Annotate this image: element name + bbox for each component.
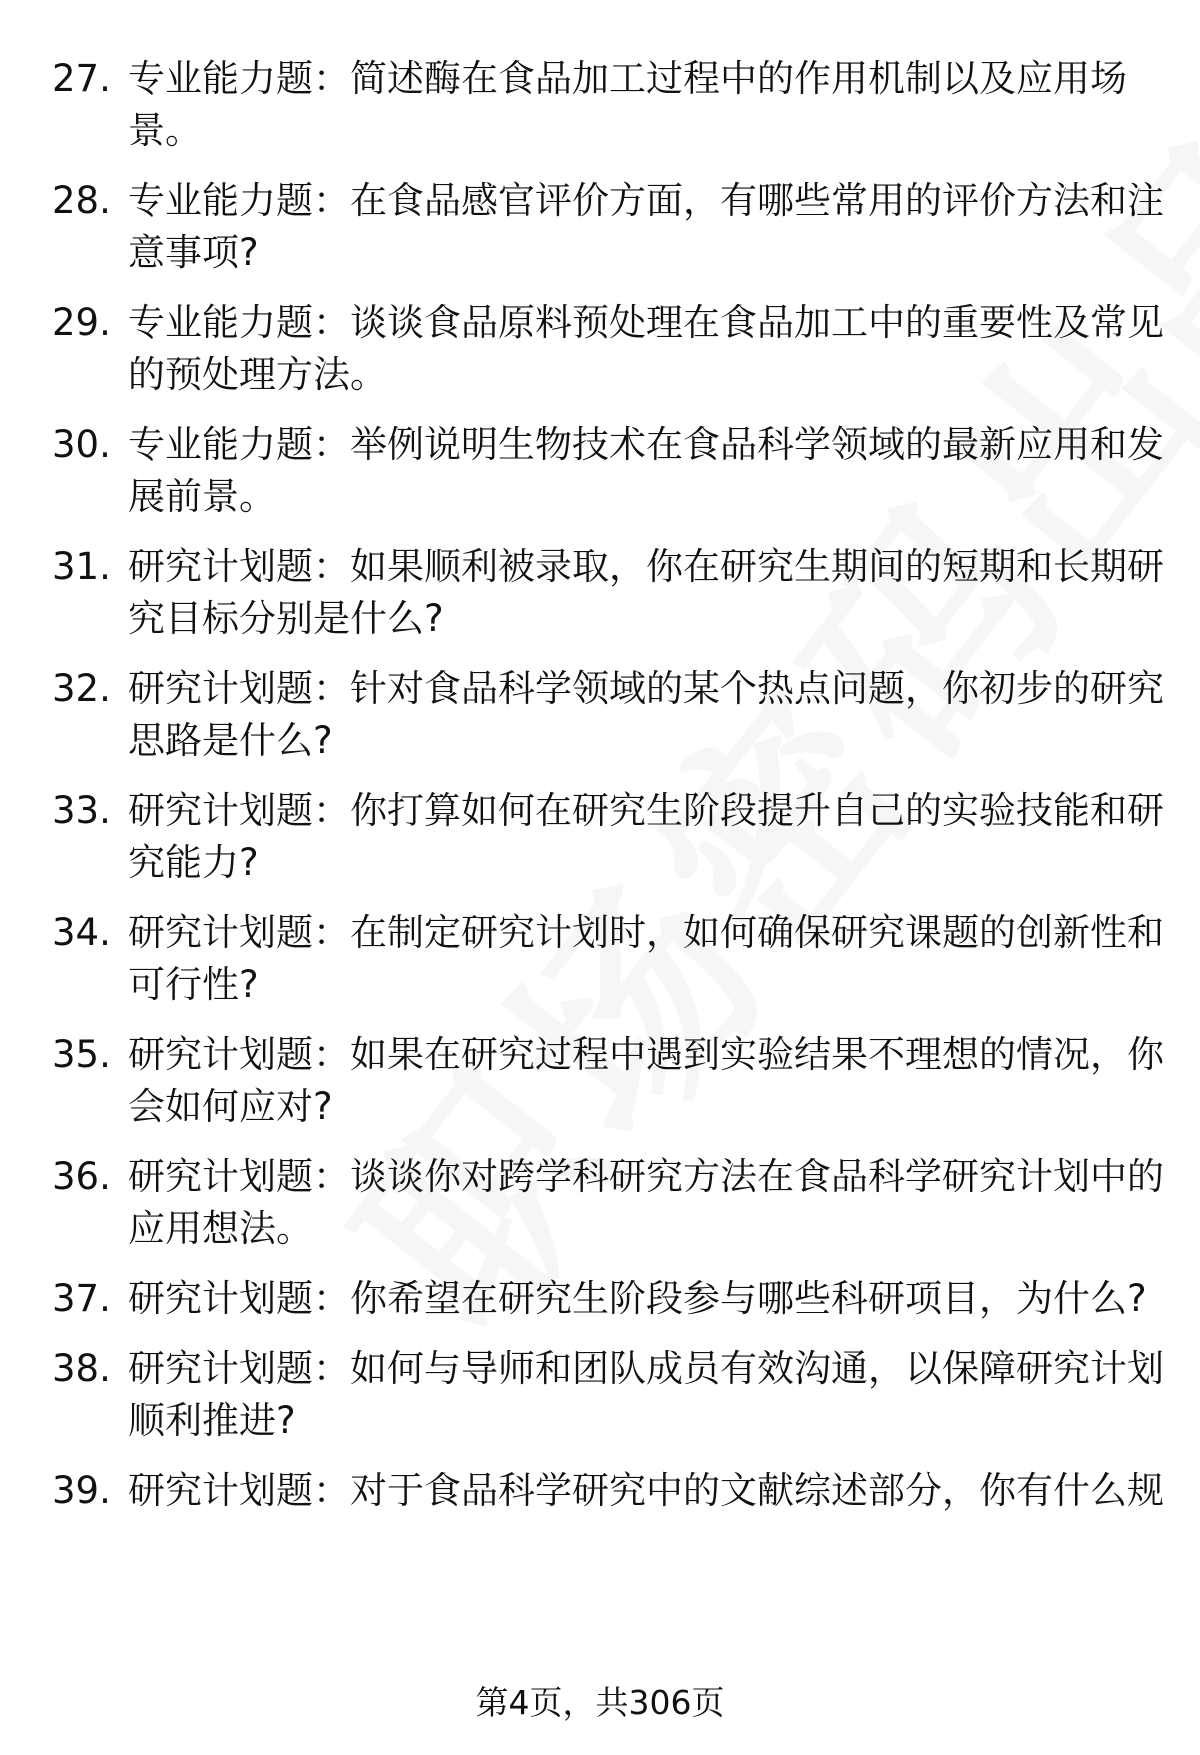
question-text [128, 787, 1164, 887]
question-text-line: 研究计划题：谈谈你对跨学科研究方法在食品科学研究计划中的 [128, 1155, 1164, 1198]
question-text-line: 顺利推进? [128, 1399, 296, 1442]
question-number: 33. [52, 789, 111, 832]
question-text-line: 意事项? [128, 231, 259, 274]
question-text [128, 543, 1164, 643]
question-text-line: 研究计划题：对于食品科学研究中的文献综述部分，你有什么规 [128, 1469, 1164, 1512]
question-text-line: 专业能力题：简述酶在食品加工过程中的作用机制以及应用场 [128, 57, 1127, 100]
question-text [128, 909, 1164, 1009]
question-text-line: 应用想法。 [128, 1207, 313, 1250]
question-text [128, 1275, 1148, 1323]
question-number: 27. [52, 57, 111, 100]
question-text-line: 展前景。 [128, 475, 276, 518]
question-text-line: 专业能力题：在食品感官评价方面，有哪些常用的评价方法和注 [128, 179, 1164, 222]
question-number: 34. [52, 911, 111, 954]
question-number: 32. [52, 667, 111, 710]
question-number: 30. [52, 423, 111, 466]
question-number: 36. [52, 1155, 111, 1198]
question-text-line: 研究计划题：如果顺利被录取，你在研究生期间的短期和长期研 [128, 545, 1164, 588]
question-text [128, 177, 1164, 277]
question-text [128, 665, 1164, 765]
question-text [128, 1153, 1164, 1253]
question-number: 39. [52, 1469, 111, 1512]
question-text-line: 研究计划题：在制定研究计划时，如何确保研究课题的创新性和 [128, 911, 1164, 954]
question-text-line: 会如何应对? [128, 1085, 333, 1128]
question-number: 28. [52, 179, 111, 222]
question-text-line: 专业能力题：谈谈食品原料预处理在食品加工中的重要性及常见 [128, 301, 1164, 344]
question-text [128, 1031, 1164, 1131]
question-text-line: 专业能力题：举例说明生物技术在食品科学领域的最新应用和发 [128, 423, 1164, 466]
question-text-line: 究能力? [128, 841, 259, 884]
question-text-line: 思路是什么? [128, 719, 333, 762]
question-text-line: 研究计划题：你打算如何在研究生阶段提升自己的实验技能和研 [128, 789, 1164, 832]
question-text [128, 55, 1148, 155]
question-text [128, 1345, 1164, 1445]
question-text-line: 的预处理方法。 [128, 353, 387, 396]
question-text-line: 可行性? [128, 963, 259, 1006]
question-number: 31. [52, 545, 111, 588]
question-text [128, 1467, 1164, 1515]
question-text-line: 究目标分别是什么? [128, 597, 444, 640]
page-footer: 第4页，共306页 [475, 1683, 725, 1722]
question-text-line: 研究计划题：你希望在研究生阶段参与哪些科研项目，为什么? [128, 1277, 1147, 1320]
question-number: 29. [52, 301, 111, 344]
question-number: 35. [52, 1033, 111, 1076]
question-text [128, 299, 1164, 399]
question-text-line: 研究计划题：如果在研究过程中遇到实验结果不理想的情况，你 [128, 1033, 1164, 1076]
question-text-line: 景。 [128, 109, 202, 152]
question-number: 38. [52, 1347, 111, 1390]
question-text-line: 研究计划题：如何与导师和团队成员有效沟通，以保障研究计划 [128, 1347, 1164, 1390]
question-text-line: 研究计划题：针对食品科学领域的某个热点问题，你初步的研究 [128, 667, 1164, 710]
question-number: 37. [52, 1277, 111, 1320]
question-text [128, 421, 1164, 521]
